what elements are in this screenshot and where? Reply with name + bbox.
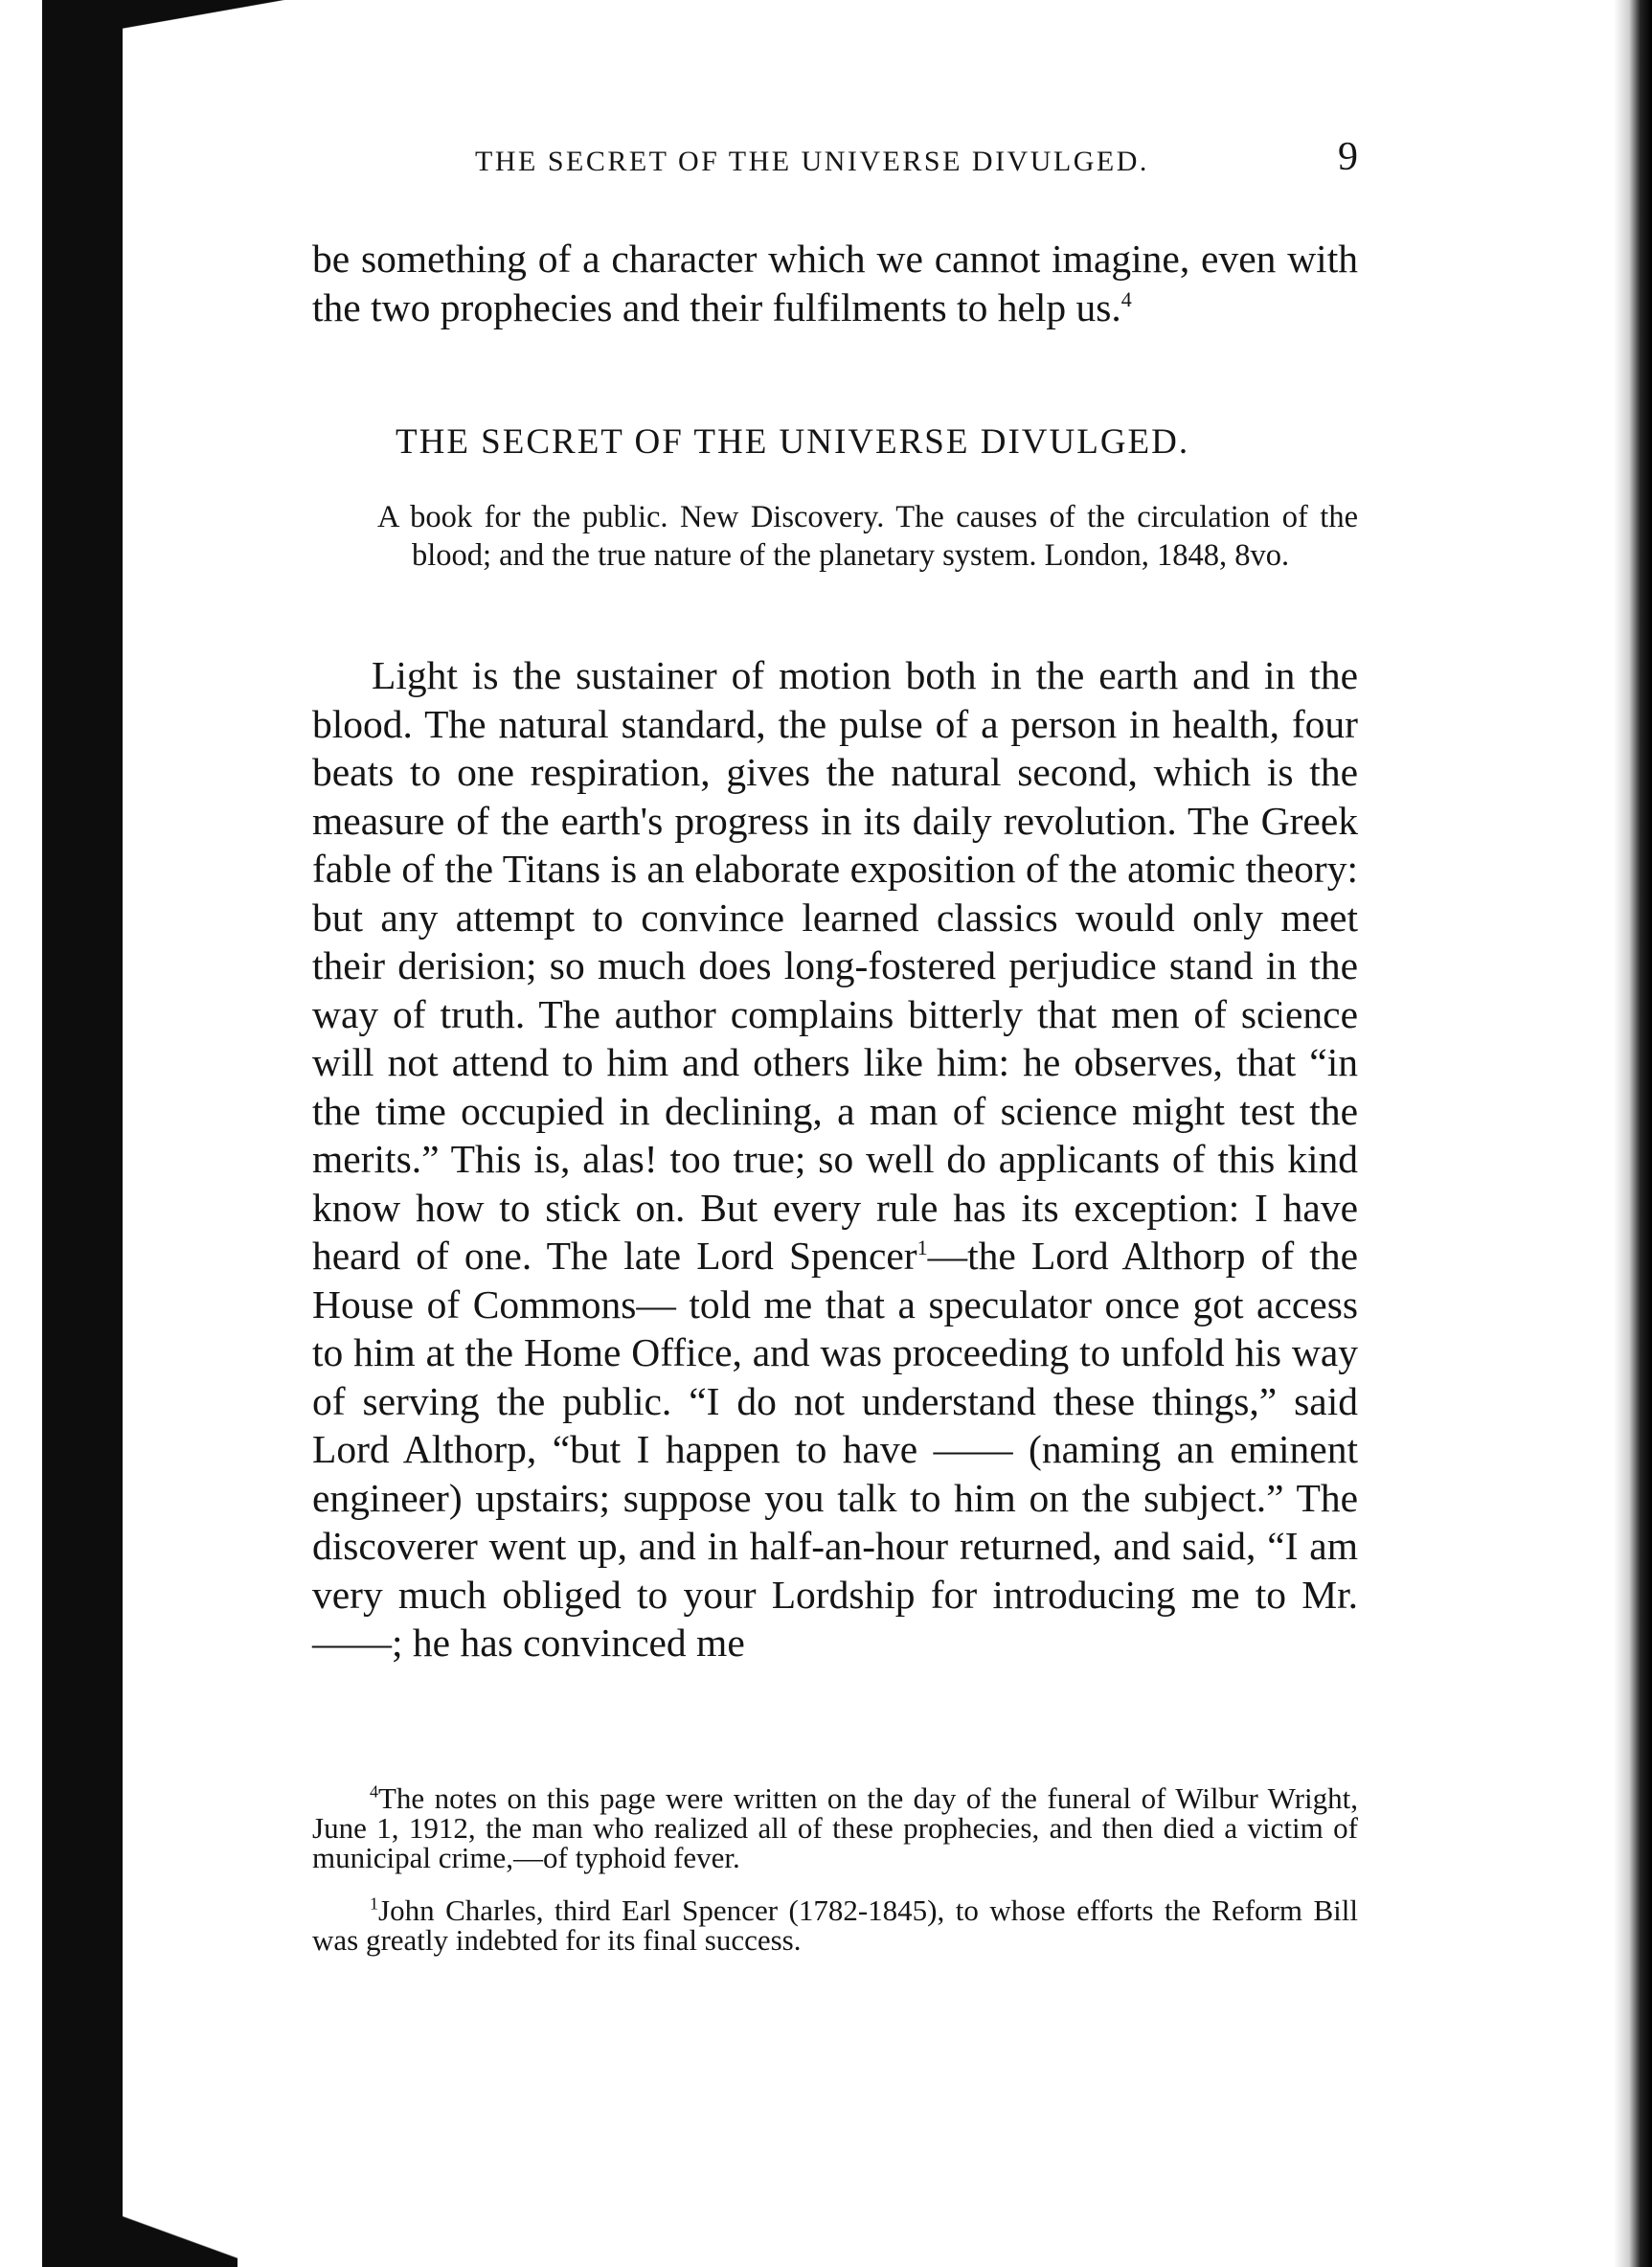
running-head bbox=[312, 134, 1358, 180]
body-text-part-2: —the Lord Althorp of the House of Commons— told me that a speculator once got access to him at the Home Office, and was proceeding to unfold his way of serving the public. “I do not understand these things,” said Lord Althorp, “but I happen to have —— (naming an eminent engineer) upstairs; suppose you talk to him on the subject.” The discoverer went up, and in half-an-hour returned, and said, “I am very much obliged to your Lordship for introducing me to Mr. ——; he has convinced me bbox=[312, 1234, 1358, 1665]
continuation-paragraph bbox=[312, 235, 1358, 331]
footnote-text: John Charles, third Earl Spencer (1782-1845), to whose efforts the Reform Bill was greatly indebted for its final success. bbox=[312, 1893, 1358, 1957]
footnotes bbox=[312, 1783, 1358, 1978]
footnote-marker: 1 bbox=[370, 1893, 378, 1914]
body-paragraph bbox=[312, 651, 1358, 1667]
footnote-1 bbox=[312, 1895, 1358, 1955]
footnote-4 bbox=[312, 1783, 1358, 1872]
running-title: THE SECRET OF THE UNIVERSE DIVULGED. bbox=[475, 146, 1149, 177]
scan-edge-left bbox=[42, 0, 123, 2267]
book-citation: A book for the public. New Discovery. The causes of the circulation of the blood; and the true nature of the planetary system. London, 1848, 8vo. bbox=[377, 500, 1358, 573]
continuation-text: be something of a character which we cannot imagine, even with the two prophecies and their fulfilments to help us. bbox=[312, 237, 1358, 329]
book-page bbox=[312, 0, 1358, 2267]
scan-edge-right bbox=[1614, 0, 1652, 2267]
body-text-part-1: Light is the sustainer of motion both in the earth and in the blood. The natural standard, the pulse of a person in health, four beats to one respiration, gives the natural second, which is the measure of the earth's progress in its daily revolution. The Greek fable of the Titans is an elaborate exposition of the atomic theory: but any attempt to convince learned classics would only meet their derision; so much does long-fostered perjudice stand in the way of truth. The author complains bitterly that men of science will not attend to him and others like him: he observes, that “in the time occupied in declining, a man of science might test the merits.” This is, alas! too true; so well do applicants of this kind know how to stick on. But every rule has its exception: I have heard of one. The late Lord Spencer bbox=[312, 653, 1358, 1278]
footnote-reference-1: 1 bbox=[917, 1236, 928, 1260]
page-number: 9 bbox=[1338, 135, 1358, 179]
scan-edge-left-bottom bbox=[123, 2184, 238, 2267]
footnote-text: The notes on this page were written on the day of the funeral of Wilbur Wright, June 1, 1912, the man who realized all of these prophecies, and then died a victim of municipal crime,—of typhoid fever. bbox=[312, 1781, 1358, 1874]
footnote-marker: 4 bbox=[370, 1781, 378, 1802]
scan-edge-left-top bbox=[123, 0, 295, 50]
footnote-reference-4: 4 bbox=[1120, 286, 1132, 311]
section-title: THE SECRET OF THE UNIVERSE DIVULGED. bbox=[396, 422, 1190, 462]
